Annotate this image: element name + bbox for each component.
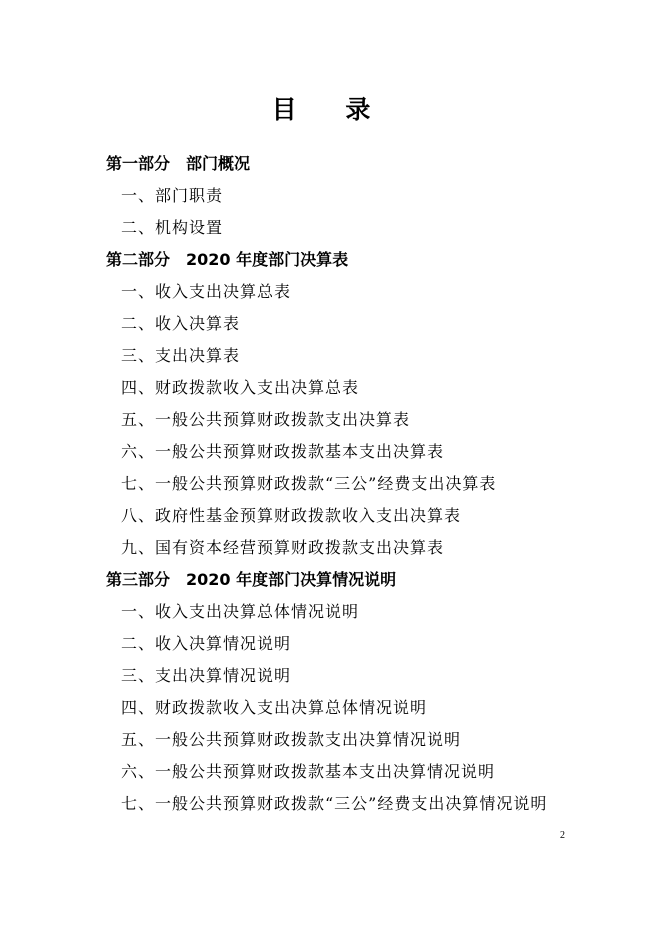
toc-item: 八、政府性基金预算财政拨款收入支出决算表 [121,506,462,525]
toc-item: 四、财政拨款收入支出决算总体情况说明 [121,698,428,717]
toc-item: 五、一般公共预算财政拨款支出决算情况说明 [121,730,462,749]
toc-part-1: 第一部分 部门概况 [106,154,251,173]
toc-item: 六、一般公共预算财政拨款基本支出决算表 [121,442,445,461]
page-number: 2 [560,830,565,841]
toc-part-3: 第三部分 2020 年度部门决算情况说明 [106,570,397,589]
table-of-contents [0,148,662,820]
toc-item: 四、财政拨款收入支出决算总表 [121,378,360,397]
toc-item: 一、部门职责 [121,186,224,205]
toc-item: 三、支出决算表 [121,346,241,365]
toc-item: 二、收入决算表 [121,314,241,333]
toc-item: 二、机构设置 [121,218,224,237]
toc-item: 一、收入支出决算总表 [121,282,292,301]
toc-item: 五、一般公共预算财政拨款支出决算表 [121,410,411,429]
toc-item: 七、一般公共预算财政拨款“三公”经费支出决算情况说明 [121,794,548,813]
toc-item: 二、收入决算情况说明 [121,634,292,653]
toc-item: 七、一般公共预算财政拨款“三公”经费支出决算表 [121,474,497,493]
toc-item: 一、收入支出决算总体情况说明 [121,602,360,621]
toc-item: 三、支出决算情况说明 [121,666,292,685]
toc-item: 九、国有资本经营预算财政拨款支出决算表 [121,538,445,557]
toc-item: 六、一般公共预算财政拨款基本支出决算情况说明 [121,762,496,781]
page-title: 目 录 [271,95,391,124]
toc-part-2: 第二部分 2020 年度部门决算表 [106,250,349,269]
